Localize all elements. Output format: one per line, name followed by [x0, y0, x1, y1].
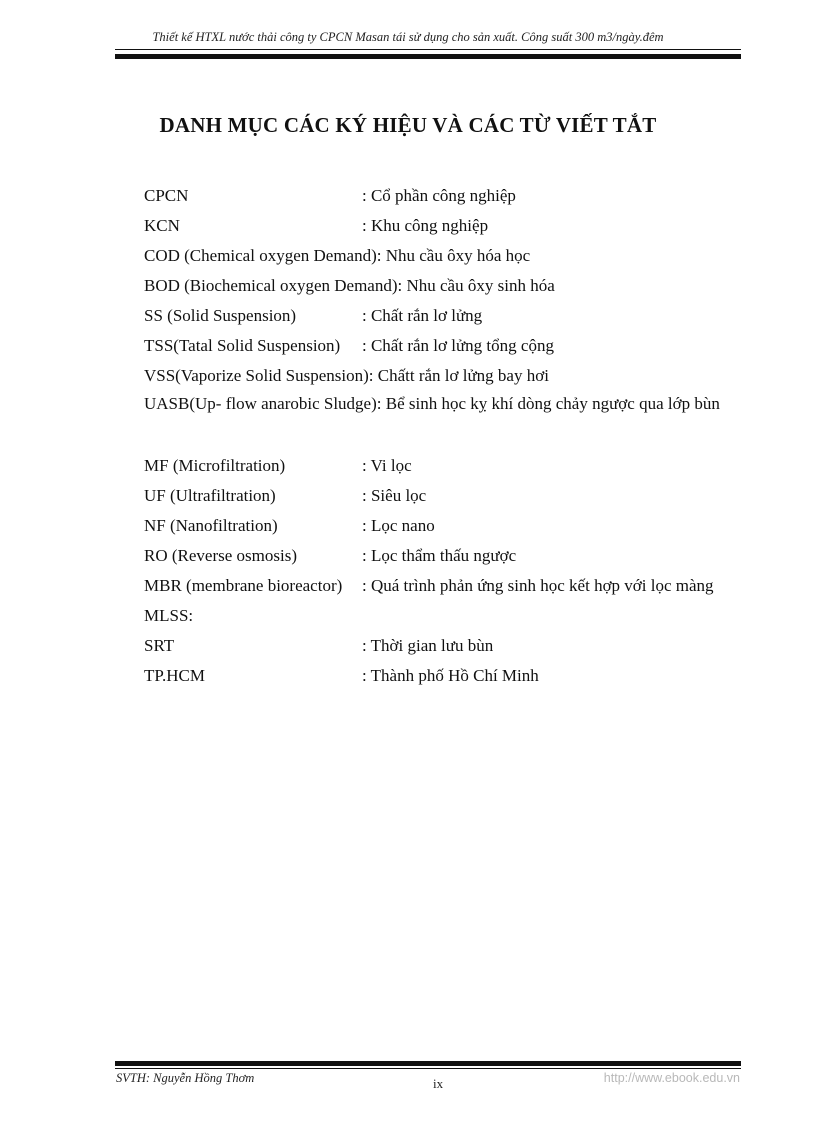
abbrev-text: UASB(Up- flow anarobic Sludge): Bể sinh học kỵ khí dòng chảy ngược qua lớp bùn: [144, 394, 720, 413]
abbrev-entry: [144, 575, 714, 597]
abbrev-term: KCN: [144, 216, 180, 235]
abbrev-term: RO (Reverse osmosis): [144, 546, 297, 565]
abbrev-entry: [144, 185, 516, 207]
abbrev-entry: VSS(Vaporize Solid Suspension): Chấtt rắn lơ lửng bay hơi: [144, 366, 549, 385]
abbrev-definition: : Thời gian lưu bùn: [362, 636, 494, 655]
page-number: ix: [433, 1076, 444, 1091]
abbrev-term: MF (Microfiltration): [144, 456, 286, 475]
footer-rule-thick: [115, 1061, 741, 1066]
footer-author: SVTH: Nguyễn Hồng Thơm: [116, 1071, 255, 1085]
abbrev-entry: [144, 455, 412, 477]
abbrev-definition: : Lọc thẩm thấu ngược: [362, 546, 517, 565]
abbrev-definition: : Thành phố Hồ Chí Minh: [362, 666, 539, 685]
abbrev-entry: [144, 515, 435, 537]
abbrev-term: SRT: [144, 636, 175, 655]
abbrev-term: CPCN: [144, 186, 189, 205]
header-rule-thin: [115, 49, 741, 50]
abbrev-term: NF (Nanofiltration): [144, 516, 278, 535]
abbrev-entry: [144, 215, 488, 237]
abbrev-term: TSS(Tatal Solid Suspension): [144, 336, 341, 355]
abbrev-entry: BOD (Biochemical oxygen Demand): Nhu cầu ôxy sinh hóa: [144, 276, 555, 295]
abbrev-definition: : Quá trình phản ứng sinh học kết hợp với lọc màng: [362, 576, 714, 595]
header-rule-thick: [115, 54, 741, 59]
abbrev-definition: : Siêu lọc: [362, 486, 427, 505]
abbrev-entry-wrapped: [115, 389, 740, 419]
abbrev-entry: MLSS:: [144, 606, 194, 625]
abbrev-entry: [144, 545, 516, 567]
abbrev-term: UF (Ultrafiltration): [144, 486, 276, 505]
abbrev-entry: [144, 665, 539, 687]
abbrev-entry: COD (Chemical oxygen Demand): Nhu cầu ôxy hóa học: [144, 246, 531, 265]
abbrev-term: MBR (membrane bioreactor): [144, 576, 343, 595]
abbrev-definition: : Chất rắn lơ lửng: [362, 306, 483, 325]
abbrev-definition: : Khu công nghiệp: [362, 216, 489, 235]
footer-url[interactable]: http://www.ebook.edu.vn: [603, 1071, 740, 1085]
abbrev-definition: : Cổ phần công nghiệp: [362, 186, 516, 205]
abbrev-term: SS (Solid Suspension): [144, 306, 297, 325]
abbrev-term: TP.HCM: [144, 666, 205, 685]
abbrev-entry: [144, 485, 426, 507]
abbrev-entry: [144, 635, 493, 657]
abbrev-definition: : Lọc nano: [362, 516, 435, 535]
abbrev-definition: : Vi lọc: [362, 456, 412, 475]
page-title: DANH MỤC CÁC KÝ HIỆU VÀ CÁC TỪ VIẾT TẮT: [159, 113, 657, 137]
footer-rule-thin: [115, 1068, 741, 1069]
abbrev-definition: : Chất rắn lơ lửng tổng cộng: [362, 336, 554, 355]
abbrev-entry: [144, 335, 554, 357]
abbrev-entry: [144, 305, 482, 327]
running-header: Thiết kế HTXL nước thải công ty CPCN Masan tái sử dụng cho sản xuất. Công suất 300 m3/ngày.đêm: [152, 30, 664, 44]
